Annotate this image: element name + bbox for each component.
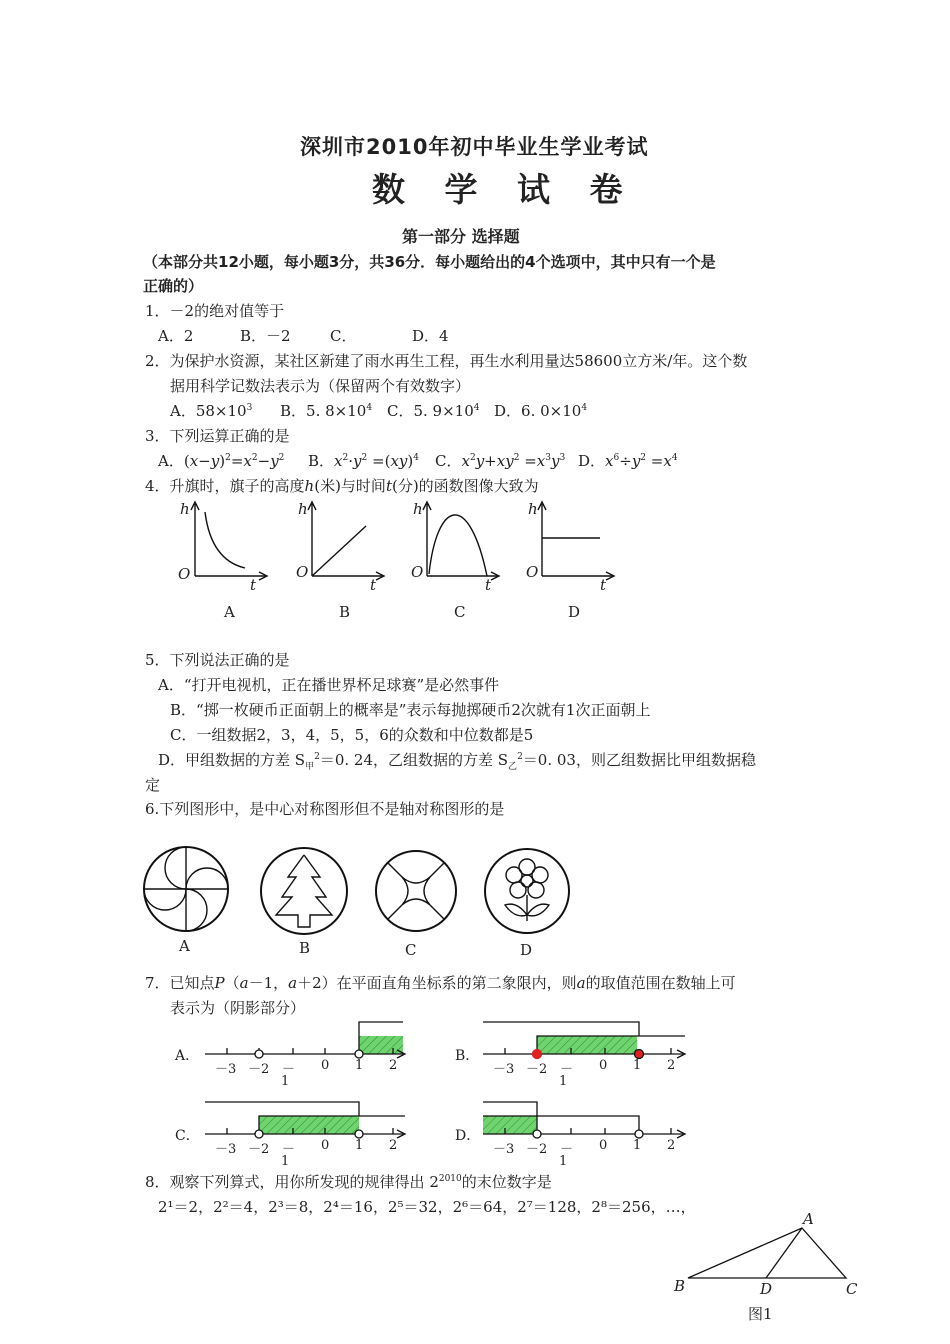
figure1-vertex-c: C (846, 1280, 858, 1298)
q7-d-tick: －3 (493, 1142, 515, 1157)
q7-d-tick: 0 (599, 1138, 608, 1153)
q1-option-b: B．－2 (240, 327, 291, 345)
q5-option-b: B．“掷一枚硬币正面朝上的概率是”表示每抛掷硬币2次就有1次正面朝上 (170, 701, 651, 719)
q4-c-origin: O (411, 563, 424, 581)
q6-label-a: A (179, 937, 190, 955)
subject-title: 数 学 试 卷 (372, 170, 637, 209)
q1-stem: 1．－2的绝对值等于 (145, 302, 285, 320)
q7-a-tick: 2 (389, 1058, 398, 1073)
figure1-caption: 图1 (748, 1305, 773, 1323)
q7-d-tick: 1 (633, 1138, 642, 1153)
q3-option-d: D．$x^6\div y^2 =x^4$ (578, 452, 678, 470)
q4-a-h-label: h (180, 500, 190, 518)
q7-a-tick: 1 (281, 1074, 290, 1089)
q7-b-tick: 1 (633, 1058, 642, 1073)
q7-c-tick: 2 (389, 1138, 398, 1153)
q7-option-b-label: B． (455, 1048, 480, 1064)
q1-option-d: D．4 (412, 327, 449, 345)
q7-c-tick: －2 (248, 1142, 270, 1157)
q2-option-a: A．$58\times 10^3$ (170, 402, 253, 420)
q4-c-t-label: t (485, 576, 492, 594)
q7-a-tick: －2 (248, 1062, 270, 1077)
q3-option-b: B．$x^2\cdot y^2 =(xy)^4$ (308, 452, 419, 470)
q5-option-a: A．“打开电视机，正在播世界杯足球赛”是必然事件 (158, 676, 500, 694)
q7-b-tick: － (560, 1062, 574, 1077)
instructions-line2: 正确的） (143, 277, 204, 295)
q2-stem-line1: 2．为保护水资源，某社区新建了雨水再生工程，再生水利用量达58600立方米/年。这个数 (145, 352, 748, 370)
q7-a-tick: － (282, 1062, 296, 1077)
q4-label-d: D (568, 603, 581, 621)
q7-c-tick: 1 (355, 1138, 364, 1153)
q5-stem: 5．下列说法正确的是 (145, 651, 290, 669)
q7-b-tick: 1 (559, 1074, 568, 1089)
figure1-vertex-b: B (674, 1277, 686, 1295)
q4-a-origin: O (178, 565, 191, 583)
q4-b-h-label: h (298, 500, 308, 518)
instructions-line1: （本部分共12小题，每小题3分，共36分．每小题给出的4个选项中，其中只有一个是 (143, 253, 716, 271)
q7-stem-line1: 7．已知点P（a－1，a＋2）在平面直角坐标系的第二象限内，则a的取值范围在数轴上可 (145, 974, 736, 992)
q2-option-d: D．6. $0\times 10^4$ (494, 402, 588, 420)
q7-b-tick: 0 (599, 1058, 608, 1073)
q4-d-origin: O (526, 563, 539, 581)
q7-line-b (483, 1022, 685, 1059)
q4-curve-b (312, 526, 366, 576)
q7-d-tick: －2 (526, 1142, 548, 1157)
q5-option-c: C．一组数据2，3，4，5，5，6的众数和中位数都是5 (170, 726, 534, 744)
q6-stem: 6.下列图形中，是中心对称图形但不是轴对称图形的是 (145, 800, 505, 818)
q4-b-t-label: t (370, 576, 377, 594)
q7-option-a-label: A． (175, 1048, 200, 1064)
q7-d-tick: － (560, 1142, 574, 1157)
q4-b-origin: O (296, 563, 309, 581)
q4-label-c: C (454, 603, 466, 621)
q6-label-b: B (299, 939, 311, 957)
part-title: 第一部分 选择题 (402, 227, 520, 246)
q4-c-h-label: h (413, 500, 423, 518)
q4-label-b: B (339, 603, 351, 621)
q4-curve-c (429, 515, 487, 576)
q4-d-t-label: t (600, 576, 607, 594)
q4-a-t-label: t (250, 576, 257, 594)
q2-stem-line2: 据用科学记数法表示为（保留两个有效数字） (170, 377, 471, 395)
q7-b-tick: －2 (526, 1062, 548, 1077)
q4-graph-b (308, 502, 384, 580)
q7-option-d-label: D． (455, 1128, 481, 1144)
q6-figures (142, 843, 582, 943)
q4-stem: 4．升旗时，旗子的高度h(米)与时间t(分)的函数图像大致为 (145, 477, 539, 495)
q6-figure-d (485, 849, 569, 933)
q7-c-tick: 1 (281, 1154, 290, 1169)
q6-label-c: C (405, 941, 417, 959)
q5-option-d-cont: 定 (145, 776, 161, 794)
q4-label-a: A (224, 603, 235, 621)
figure1-vertex-d: D (760, 1280, 773, 1298)
q3-option-c: C．$x^2y+xy^2 =x^3y^3$ (435, 452, 566, 470)
q5-option-d: D．甲组数据的方差 $S_甲^2=0$. 24，乙组数据的方差 $S_乙^2=0$. 03，则乙组数据比甲组数据稳 (158, 751, 756, 772)
q7-line-d (483, 1102, 685, 1138)
q6-figure-a (144, 847, 228, 931)
q6-figure-c (376, 851, 456, 931)
q6-figure-b (261, 848, 347, 934)
q7-a-tick: －3 (215, 1062, 237, 1077)
q7-option-c-label: C． (175, 1128, 200, 1144)
figure1-vertex-a: A (803, 1210, 814, 1228)
q6-label-d: D (520, 941, 533, 959)
q7-b-tick: 2 (667, 1058, 676, 1073)
q4-graph-c (423, 502, 499, 580)
q7-c-tick: － (282, 1142, 296, 1157)
q7-stem-line2: 表示为（阴影部分） (170, 999, 306, 1017)
q4-graph-d (538, 502, 614, 580)
q7-d-tick: 2 (667, 1138, 676, 1153)
q8-stem: 8．观察下列算式，用你所发现的规律得出 $2^{2010}$的末位数字是 (145, 1173, 552, 1191)
exam-title: 深圳市2010年初中毕业生学业考试 (300, 135, 649, 159)
q7-c-tick: －3 (215, 1142, 237, 1157)
q7-d-tick: 1 (559, 1154, 568, 1169)
q4-graph-a (191, 502, 267, 580)
q1-option-c: C． (330, 327, 357, 345)
q3-stem: 3．下列运算正确的是 (145, 427, 290, 445)
q7-c-tick: 0 (321, 1138, 330, 1153)
q4-d-h-label: h (528, 500, 538, 518)
q8-sequence: 2¹＝2，2²＝4，2³＝8，2⁴＝16，2⁵＝32，2⁶＝64，2⁷＝128，2⁸＝256，…， (158, 1198, 696, 1216)
q1-option-a: A．2 (158, 327, 194, 345)
q4-curve-a (205, 512, 245, 568)
q7-b-tick: －3 (493, 1062, 515, 1077)
q7-a-tick: 1 (355, 1058, 364, 1073)
q7-a-tick: 0 (321, 1058, 330, 1073)
q2-option-b: B．5. $8\times 10^4$ (280, 402, 373, 420)
q3-option-a: A．$(x-y)^2=x^2-y^2$ (158, 452, 285, 470)
q7-line-c (205, 1102, 405, 1138)
q7-line-a (205, 1022, 405, 1058)
q2-option-c: C．5. $9\times 10^4$ (387, 402, 480, 420)
